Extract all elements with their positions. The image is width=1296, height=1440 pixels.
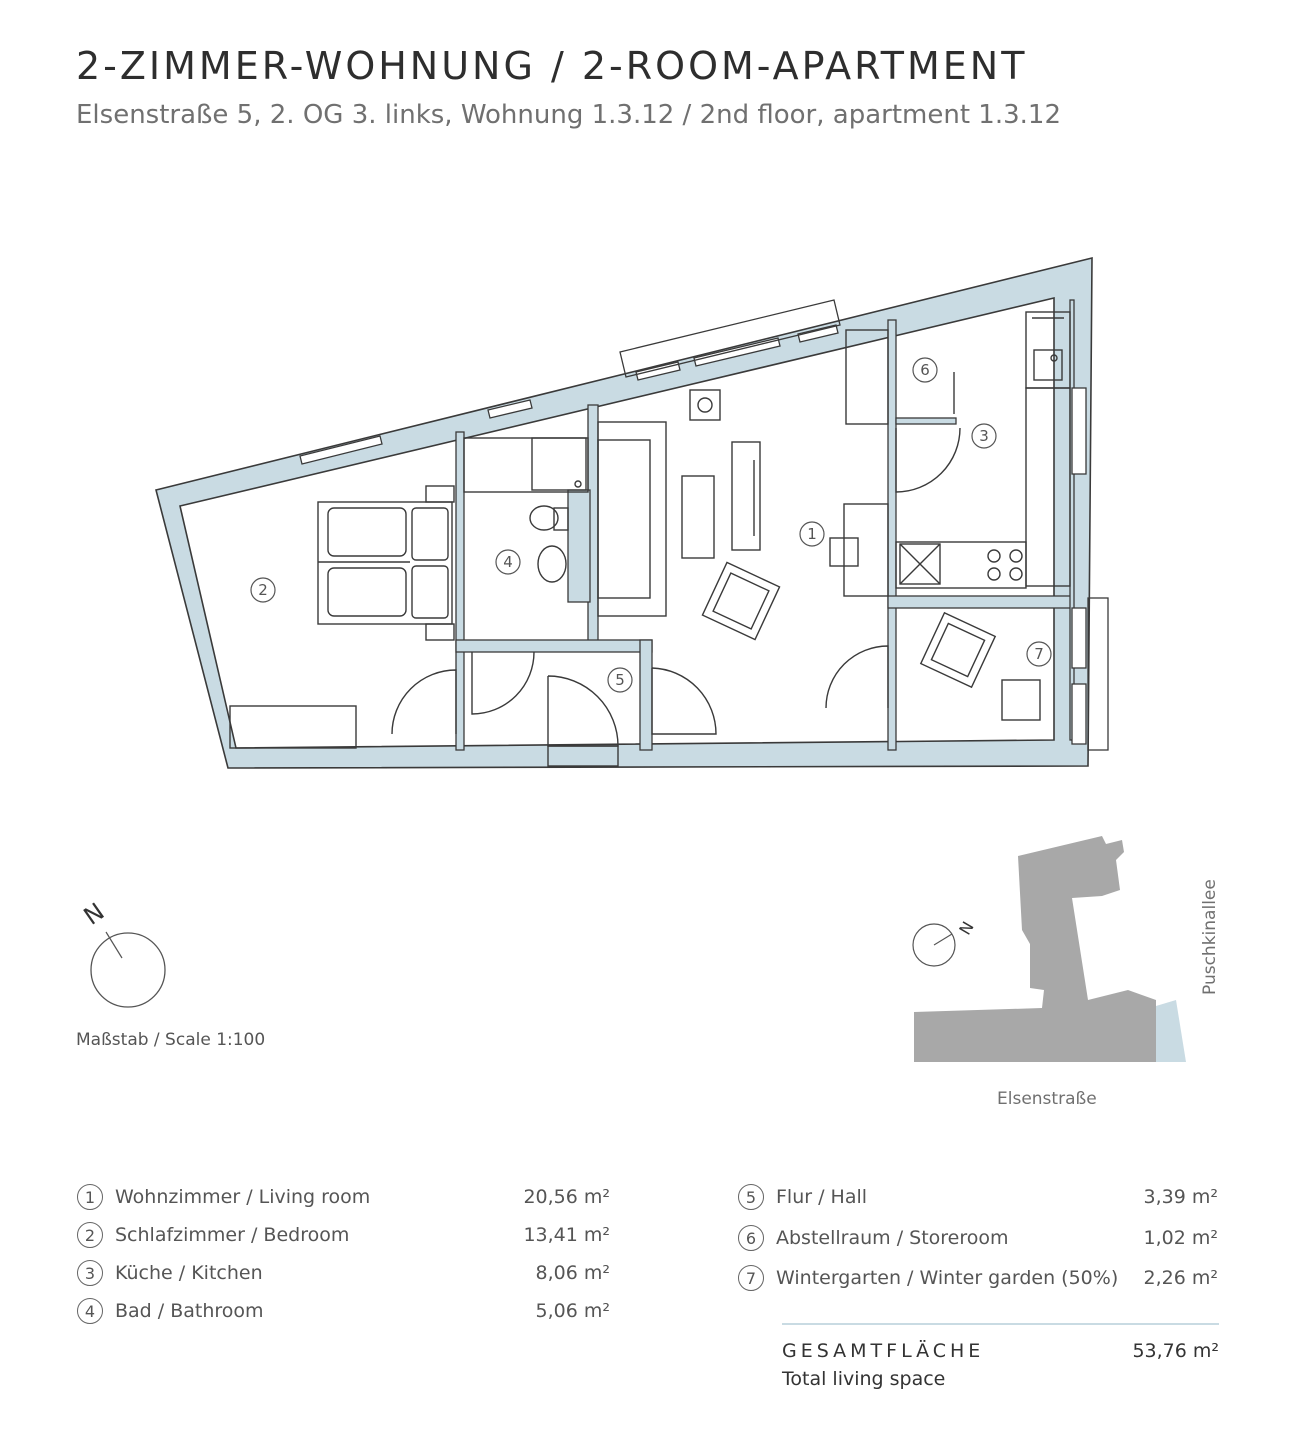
room-marker-5: 5 (615, 671, 625, 689)
legend-number: 5 (738, 1184, 764, 1210)
legend-row (77, 1219, 349, 1251)
room-marker-2: 2 (258, 581, 268, 599)
legend-row (77, 1295, 264, 1327)
site-map (913, 836, 1186, 1062)
legend-room-label: Abstellraum / Storeroom (776, 1227, 1009, 1249)
room-marker-7: 7 (1034, 645, 1044, 663)
legend-number: 1 (77, 1184, 103, 1210)
legend-number: 6 (738, 1225, 764, 1251)
legend-room-area: 5,06 m² (535, 1300, 610, 1322)
room-marker-3: 3 (979, 427, 989, 445)
legend-room-area: 13,41 m² (523, 1224, 610, 1246)
legend-room-label: Schlafzimmer / Bedroom (115, 1224, 350, 1246)
page-title: 2-ZIMMER-WOHNUNG / 2-ROOM-APARTMENT (76, 44, 1028, 88)
legend-room-area: 3,39 m² (1143, 1186, 1218, 1208)
legend-room-area: 2,26 m² (1143, 1267, 1218, 1289)
legend-row (738, 1181, 867, 1213)
legend-room-area: 20,56 m² (523, 1186, 610, 1208)
north-compass (79, 897, 165, 1007)
legend-room-label: Bad / Bathroom (115, 1300, 264, 1322)
north-mark: N (78, 897, 110, 931)
page-subtitle: Elsenstraße 5, 2. OG 3. links, Wohnung 1.3.12 / 2nd floor, apartment 1.3.12 (76, 100, 1061, 130)
legend-row (77, 1181, 370, 1213)
legend-room-label: Küche / Kitchen (115, 1262, 263, 1284)
room-marker-4: 4 (503, 553, 513, 571)
room-marker-1: 1 (807, 525, 817, 543)
site-north-mark: N (955, 918, 978, 939)
total-subtitle: Total living space (782, 1368, 946, 1390)
legend-room-label: Wohnzimmer / Living room (115, 1186, 371, 1208)
legend-number: 2 (77, 1222, 103, 1248)
legend-row (738, 1262, 1118, 1294)
room-marker-6: 6 (920, 361, 930, 379)
street-label-elsenstrasse: Elsenstraße (997, 1089, 1097, 1109)
total-divider (782, 1323, 1219, 1325)
legend-number: 3 (77, 1260, 103, 1286)
scale-label: Maßstab / Scale 1:100 (76, 1030, 266, 1050)
street-label-puschkinallee: Puschkinallee (1200, 879, 1220, 995)
legend-row (77, 1257, 263, 1289)
legend-number: 7 (738, 1265, 764, 1291)
legend-room-area: 1,02 m² (1143, 1227, 1218, 1249)
total-title: GESAMTFLÄCHE (782, 1340, 985, 1362)
legend-room-area: 8,06 m² (535, 1262, 610, 1284)
total-value: 53,76 m² (1132, 1340, 1219, 1362)
legend-row (738, 1222, 1009, 1254)
doors (392, 428, 960, 746)
legend-number: 4 (77, 1298, 103, 1324)
legend-room-label: Flur / Hall (776, 1186, 868, 1208)
legend-room-label: Wintergarten / Winter garden (50%) (776, 1267, 1119, 1289)
